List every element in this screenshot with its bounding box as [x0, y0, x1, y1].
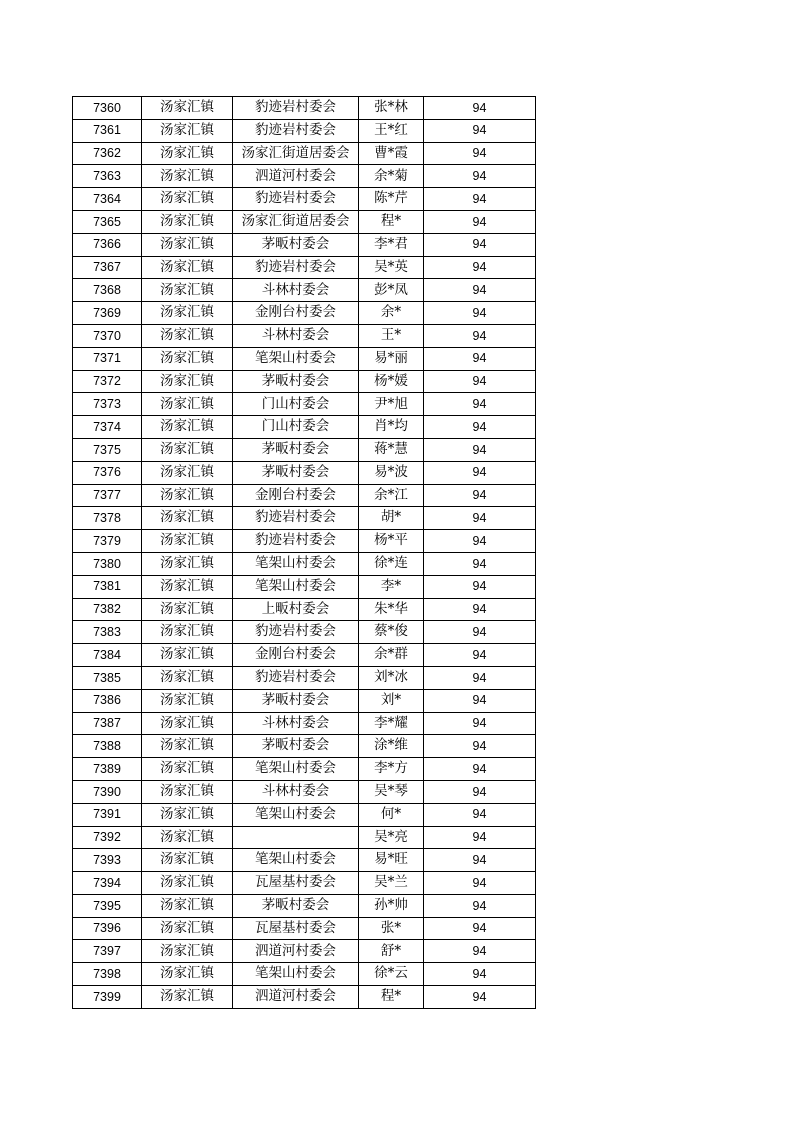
village-committee-cell: 茅畈村委会: [233, 461, 359, 484]
town-cell: 汤家汇镇: [142, 188, 233, 211]
name-cell: 曹*霞: [359, 142, 424, 165]
serial-number-cell: 7373: [73, 393, 142, 416]
table-row: [73, 347, 536, 370]
score-cell: 94: [424, 735, 536, 758]
name-cell: 朱*华: [359, 598, 424, 621]
town-cell: 汤家汇镇: [142, 621, 233, 644]
town-cell: 汤家汇镇: [142, 119, 233, 142]
town-cell: 汤家汇镇: [142, 735, 233, 758]
name-cell: 余*江: [359, 484, 424, 507]
village-committee-cell: 豹迹岩村委会: [233, 97, 359, 120]
town-cell: 汤家汇镇: [142, 803, 233, 826]
score-cell: 94: [424, 461, 536, 484]
village-committee-cell: 笔架山村委会: [233, 803, 359, 826]
serial-number-cell: 7372: [73, 370, 142, 393]
village-committee-cell: 笔架山村委会: [233, 575, 359, 598]
serial-number-cell: 7391: [73, 803, 142, 826]
name-cell: 彭*凤: [359, 279, 424, 302]
town-cell: 汤家汇镇: [142, 917, 233, 940]
town-cell: 汤家汇镇: [142, 530, 233, 553]
table-row: [73, 507, 536, 530]
score-cell: 94: [424, 780, 536, 803]
town-cell: 汤家汇镇: [142, 393, 233, 416]
name-cell: 何*: [359, 803, 424, 826]
score-cell: 94: [424, 894, 536, 917]
table-row: [73, 188, 536, 211]
village-committee-cell: 茅畈村委会: [233, 689, 359, 712]
table-row: [73, 256, 536, 279]
score-cell: 94: [424, 986, 536, 1009]
serial-number-cell: 7393: [73, 849, 142, 872]
town-cell: 汤家汇镇: [142, 324, 233, 347]
name-cell: 余*群: [359, 644, 424, 667]
village-committee-cell: 金刚台村委会: [233, 484, 359, 507]
town-cell: 汤家汇镇: [142, 666, 233, 689]
serial-number-cell: 7388: [73, 735, 142, 758]
table-body: [73, 97, 536, 1009]
serial-number-cell: 7397: [73, 940, 142, 963]
table-row: [73, 279, 536, 302]
score-cell: 94: [424, 370, 536, 393]
town-cell: 汤家汇镇: [142, 165, 233, 188]
table-row: [73, 598, 536, 621]
score-cell: 94: [424, 917, 536, 940]
village-committee-cell: 豹迹岩村委会: [233, 507, 359, 530]
village-committee-cell: 茅畈村委会: [233, 894, 359, 917]
score-cell: 94: [424, 142, 536, 165]
table-row: [73, 370, 536, 393]
score-cell: 94: [424, 940, 536, 963]
table-row: [73, 97, 536, 120]
village-committee-cell: 斗林村委会: [233, 279, 359, 302]
serial-number-cell: 7374: [73, 416, 142, 439]
table-row: [73, 621, 536, 644]
name-cell: 吴*琴: [359, 780, 424, 803]
serial-number-cell: 7385: [73, 666, 142, 689]
score-cell: 94: [424, 530, 536, 553]
table-row: [73, 872, 536, 895]
score-cell: 94: [424, 826, 536, 849]
town-cell: 汤家汇镇: [142, 370, 233, 393]
name-cell: 易*旺: [359, 849, 424, 872]
serial-number-cell: 7375: [73, 438, 142, 461]
score-cell: 94: [424, 256, 536, 279]
score-cell: 94: [424, 324, 536, 347]
town-cell: 汤家汇镇: [142, 210, 233, 233]
table-row: [73, 484, 536, 507]
score-cell: 94: [424, 758, 536, 781]
table-row: [73, 826, 536, 849]
town-cell: 汤家汇镇: [142, 279, 233, 302]
village-committee-cell: 泗道河村委会: [233, 986, 359, 1009]
town-cell: 汤家汇镇: [142, 689, 233, 712]
serial-number-cell: 7381: [73, 575, 142, 598]
serial-number-cell: 7370: [73, 324, 142, 347]
serial-number-cell: 7380: [73, 552, 142, 575]
village-committee-cell: 笔架山村委会: [233, 963, 359, 986]
serial-number-cell: 7378: [73, 507, 142, 530]
table-row: [73, 666, 536, 689]
town-cell: 汤家汇镇: [142, 507, 233, 530]
table-row: [73, 393, 536, 416]
village-committee-cell: 笔架山村委会: [233, 849, 359, 872]
table-row: [73, 165, 536, 188]
town-cell: 汤家汇镇: [142, 552, 233, 575]
score-cell: 94: [424, 119, 536, 142]
name-cell: 程*: [359, 210, 424, 233]
name-cell: 程*: [359, 986, 424, 1009]
name-cell: 李*: [359, 575, 424, 598]
village-committee-cell: 门山村委会: [233, 393, 359, 416]
village-committee-cell: 泗道河村委会: [233, 165, 359, 188]
town-cell: 汤家汇镇: [142, 484, 233, 507]
village-committee-cell: 斗林村委会: [233, 324, 359, 347]
town-cell: 汤家汇镇: [142, 986, 233, 1009]
name-cell: 吴*兰: [359, 872, 424, 895]
serial-number-cell: 7376: [73, 461, 142, 484]
score-cell: 94: [424, 233, 536, 256]
village-committee-cell: 豹迹岩村委会: [233, 621, 359, 644]
village-committee-cell: 茅畈村委会: [233, 735, 359, 758]
name-cell: 涂*维: [359, 735, 424, 758]
name-cell: 张*林: [359, 97, 424, 120]
table-row: [73, 689, 536, 712]
name-cell: 易*波: [359, 461, 424, 484]
name-cell: 尹*旭: [359, 393, 424, 416]
serial-number-cell: 7390: [73, 780, 142, 803]
name-cell: 李*耀: [359, 712, 424, 735]
table-row: [73, 963, 536, 986]
score-cell: 94: [424, 849, 536, 872]
name-cell: 李*方: [359, 758, 424, 781]
town-cell: 汤家汇镇: [142, 758, 233, 781]
town-cell: 汤家汇镇: [142, 256, 233, 279]
town-cell: 汤家汇镇: [142, 644, 233, 667]
serial-number-cell: 7365: [73, 210, 142, 233]
town-cell: 汤家汇镇: [142, 575, 233, 598]
town-cell: 汤家汇镇: [142, 347, 233, 370]
score-cell: 94: [424, 302, 536, 325]
village-committee-cell: 上畈村委会: [233, 598, 359, 621]
name-cell: 徐*云: [359, 963, 424, 986]
name-cell: 蒋*慧: [359, 438, 424, 461]
serial-number-cell: 7386: [73, 689, 142, 712]
table-row: [73, 438, 536, 461]
score-cell: 94: [424, 552, 536, 575]
village-committee-cell: 茅畈村委会: [233, 233, 359, 256]
score-cell: 94: [424, 712, 536, 735]
score-cell: 94: [424, 97, 536, 120]
town-cell: 汤家汇镇: [142, 872, 233, 895]
score-cell: 94: [424, 575, 536, 598]
serial-number-cell: 7398: [73, 963, 142, 986]
table-row: [73, 461, 536, 484]
village-committee-cell: [233, 826, 359, 849]
table-row: [73, 530, 536, 553]
name-cell: 王*红: [359, 119, 424, 142]
name-cell: 王*: [359, 324, 424, 347]
serial-number-cell: 7395: [73, 894, 142, 917]
table-row: [73, 849, 536, 872]
serial-number-cell: 7377: [73, 484, 142, 507]
table-row: [73, 233, 536, 256]
serial-number-cell: 7368: [73, 279, 142, 302]
score-cell: 94: [424, 438, 536, 461]
town-cell: 汤家汇镇: [142, 849, 233, 872]
town-cell: 汤家汇镇: [142, 302, 233, 325]
village-committee-cell: 瓦屋基村委会: [233, 917, 359, 940]
town-cell: 汤家汇镇: [142, 438, 233, 461]
serial-number-cell: 7399: [73, 986, 142, 1009]
serial-number-cell: 7361: [73, 119, 142, 142]
name-cell: 张*: [359, 917, 424, 940]
score-cell: 94: [424, 347, 536, 370]
village-committee-cell: 笔架山村委会: [233, 552, 359, 575]
score-cell: 94: [424, 210, 536, 233]
name-cell: 李*君: [359, 233, 424, 256]
name-cell: 吴*英: [359, 256, 424, 279]
village-committee-cell: 斗林村委会: [233, 780, 359, 803]
table-row: [73, 712, 536, 735]
score-cell: 94: [424, 644, 536, 667]
score-cell: 94: [424, 666, 536, 689]
serial-number-cell: 7382: [73, 598, 142, 621]
name-cell: 余*: [359, 302, 424, 325]
name-cell: 刘*冰: [359, 666, 424, 689]
village-committee-cell: 瓦屋基村委会: [233, 872, 359, 895]
town-cell: 汤家汇镇: [142, 97, 233, 120]
serial-number-cell: 7392: [73, 826, 142, 849]
serial-number-cell: 7379: [73, 530, 142, 553]
serial-number-cell: 7366: [73, 233, 142, 256]
table-row: [73, 758, 536, 781]
village-committee-cell: 泗道河村委会: [233, 940, 359, 963]
serial-number-cell: 7367: [73, 256, 142, 279]
score-cell: 94: [424, 484, 536, 507]
town-cell: 汤家汇镇: [142, 826, 233, 849]
table-row: [73, 803, 536, 826]
serial-number-cell: 7369: [73, 302, 142, 325]
table-row: [73, 575, 536, 598]
serial-number-cell: 7364: [73, 188, 142, 211]
serial-number-cell: 7371: [73, 347, 142, 370]
name-cell: 孙*帅: [359, 894, 424, 917]
serial-number-cell: 7363: [73, 165, 142, 188]
table-row: [73, 917, 536, 940]
town-cell: 汤家汇镇: [142, 780, 233, 803]
serial-number-cell: 7362: [73, 142, 142, 165]
town-cell: 汤家汇镇: [142, 233, 233, 256]
village-committee-cell: 门山村委会: [233, 416, 359, 439]
score-cell: 94: [424, 689, 536, 712]
name-cell: 蔡*俊: [359, 621, 424, 644]
serial-number-cell: 7389: [73, 758, 142, 781]
table-row: [73, 142, 536, 165]
table-row: [73, 894, 536, 917]
name-cell: 易*丽: [359, 347, 424, 370]
town-cell: 汤家汇镇: [142, 461, 233, 484]
score-cell: 94: [424, 507, 536, 530]
serial-number-cell: 7387: [73, 712, 142, 735]
table-row: [73, 302, 536, 325]
table-row: [73, 644, 536, 667]
village-committee-cell: 豹迹岩村委会: [233, 530, 359, 553]
score-cell: 94: [424, 621, 536, 644]
village-committee-cell: 汤家汇街道居委会: [233, 210, 359, 233]
village-committee-cell: 斗林村委会: [233, 712, 359, 735]
village-committee-cell: 豹迹岩村委会: [233, 188, 359, 211]
data-table: [72, 96, 536, 1009]
village-committee-cell: 茅畈村委会: [233, 438, 359, 461]
serial-number-cell: 7383: [73, 621, 142, 644]
town-cell: 汤家汇镇: [142, 894, 233, 917]
town-cell: 汤家汇镇: [142, 940, 233, 963]
village-committee-cell: 金刚台村委会: [233, 302, 359, 325]
score-cell: 94: [424, 279, 536, 302]
village-committee-cell: 茅畈村委会: [233, 370, 359, 393]
town-cell: 汤家汇镇: [142, 712, 233, 735]
table-row: [73, 119, 536, 142]
name-cell: 胡*: [359, 507, 424, 530]
name-cell: 徐*连: [359, 552, 424, 575]
score-cell: 94: [424, 188, 536, 211]
serial-number-cell: 7396: [73, 917, 142, 940]
table-row: [73, 416, 536, 439]
name-cell: 吴*亮: [359, 826, 424, 849]
name-cell: 余*菊: [359, 165, 424, 188]
village-committee-cell: 汤家汇街道居委会: [233, 142, 359, 165]
name-cell: 肖*均: [359, 416, 424, 439]
table-row: [73, 552, 536, 575]
serial-number-cell: 7384: [73, 644, 142, 667]
table-row: [73, 210, 536, 233]
score-cell: 94: [424, 416, 536, 439]
town-cell: 汤家汇镇: [142, 963, 233, 986]
table-row: [73, 986, 536, 1009]
name-cell: 杨*媛: [359, 370, 424, 393]
score-cell: 94: [424, 803, 536, 826]
name-cell: 陈*芹: [359, 188, 424, 211]
table-row: [73, 780, 536, 803]
village-committee-cell: 豹迹岩村委会: [233, 256, 359, 279]
village-committee-cell: 豹迹岩村委会: [233, 119, 359, 142]
score-cell: 94: [424, 165, 536, 188]
town-cell: 汤家汇镇: [142, 142, 233, 165]
town-cell: 汤家汇镇: [142, 416, 233, 439]
score-cell: 94: [424, 872, 536, 895]
village-committee-cell: 豹迹岩村委会: [233, 666, 359, 689]
name-cell: 舒*: [359, 940, 424, 963]
name-cell: 刘*: [359, 689, 424, 712]
village-committee-cell: 笔架山村委会: [233, 347, 359, 370]
serial-number-cell: 7394: [73, 872, 142, 895]
score-cell: 94: [424, 393, 536, 416]
name-cell: 杨*平: [359, 530, 424, 553]
serial-number-cell: 7360: [73, 97, 142, 120]
score-cell: 94: [424, 598, 536, 621]
table-row: [73, 735, 536, 758]
village-committee-cell: 笔架山村委会: [233, 758, 359, 781]
table-row: [73, 324, 536, 347]
score-cell: 94: [424, 963, 536, 986]
table-row: [73, 940, 536, 963]
village-committee-cell: 金刚台村委会: [233, 644, 359, 667]
town-cell: 汤家汇镇: [142, 598, 233, 621]
